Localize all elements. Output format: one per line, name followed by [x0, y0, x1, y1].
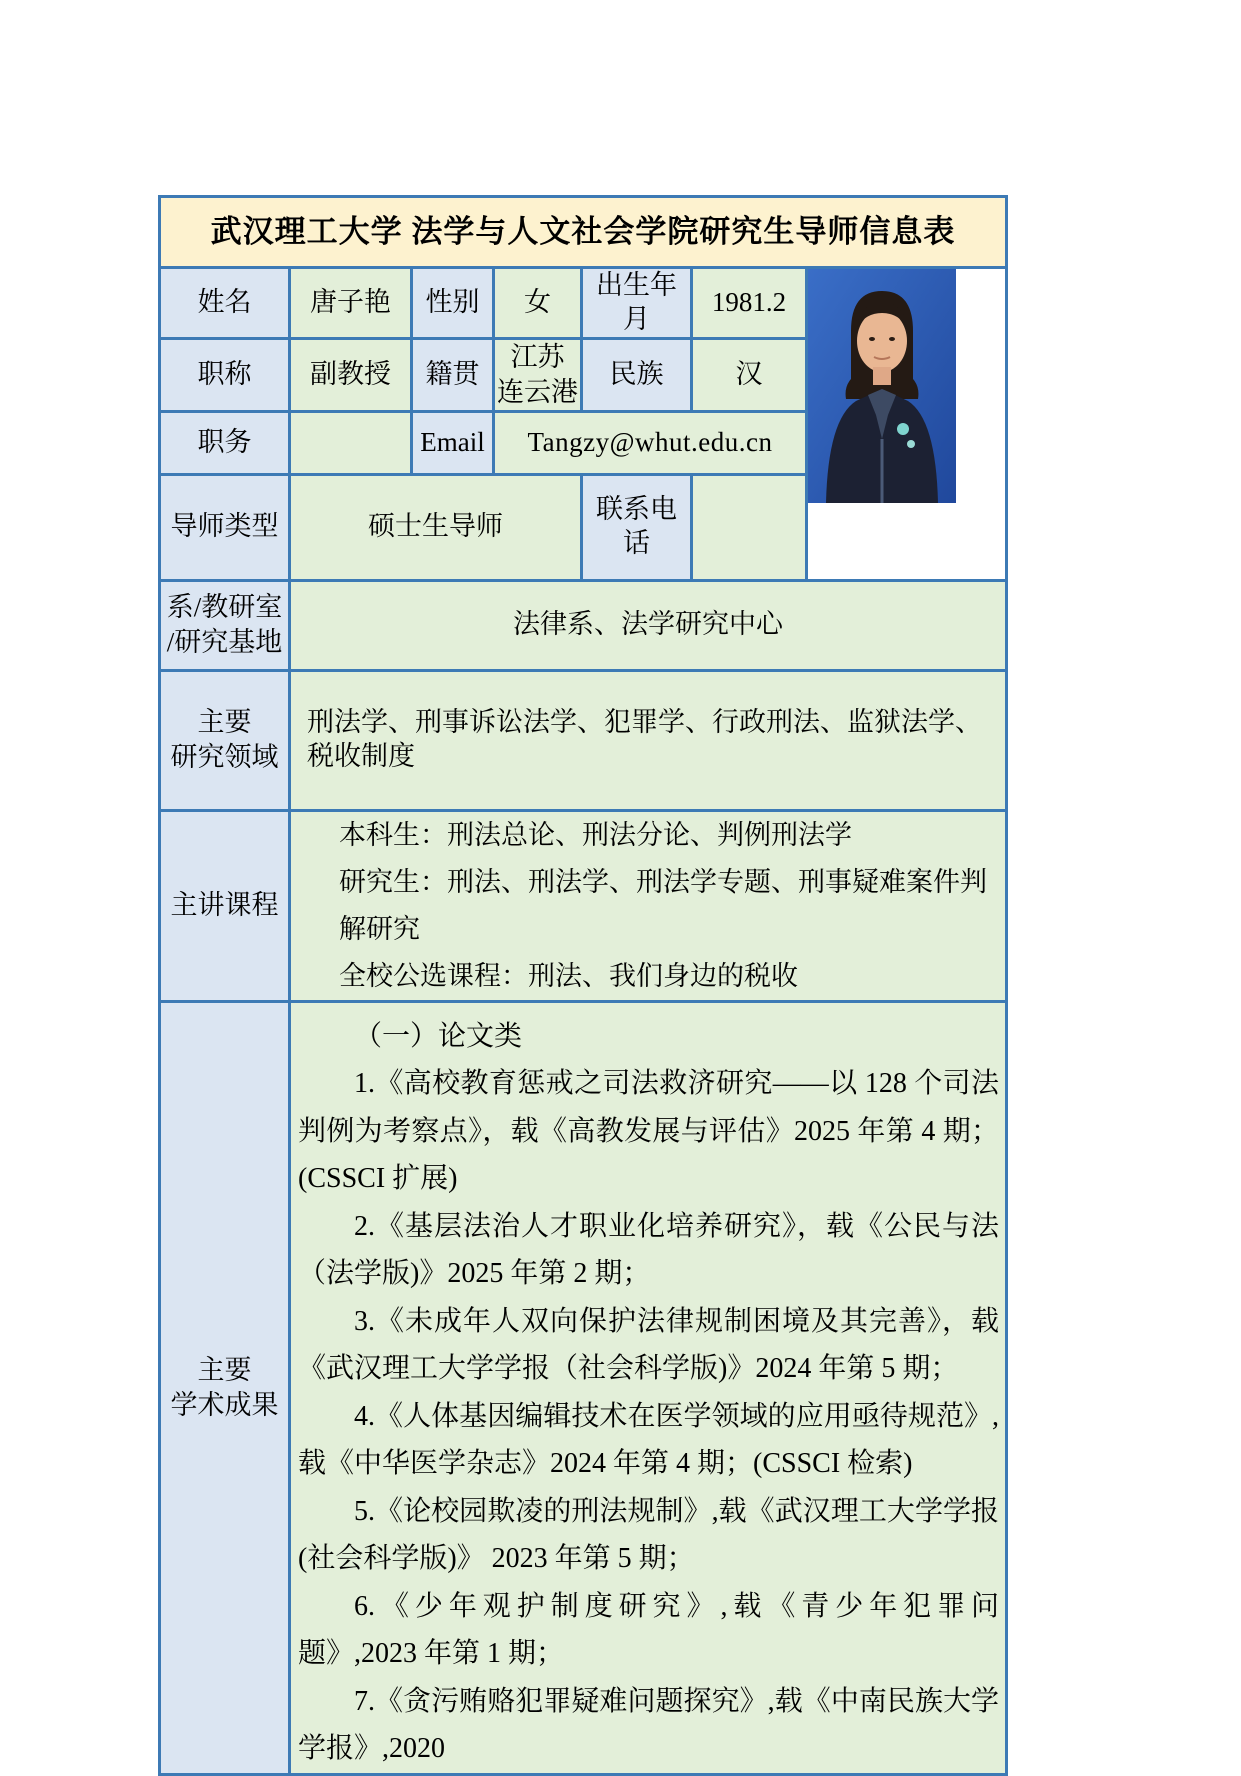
research-areas-label-line1: 主要: [197, 707, 252, 738]
name-label: 姓名: [160, 268, 290, 339]
department-label-line2: /研究基地: [166, 627, 283, 658]
department-value: 法律系、法学研究中心: [290, 580, 1007, 670]
phone-label: 联系电话: [582, 474, 692, 580]
face: [857, 310, 907, 372]
publication-item: 7.《贪污贿赂犯罪疑难问题探究》,载《中南民族大学学报》,2020: [298, 1685, 1000, 1765]
publication-item: 4.《人体基因编辑技术在医学领域的应用亟待规范》,载《中华医学杂志》2024 年第 4 期；(CSSCI 检索): [298, 1400, 1000, 1480]
birth-value: 1981.2: [692, 268, 807, 339]
position-value: [290, 411, 412, 474]
email-label: Email: [412, 411, 494, 474]
department-label: [160, 580, 290, 670]
publication-item: 6.《少年观护制度研究》,载《青少年犯罪问题》,2023 年第 1 期；: [298, 1590, 1000, 1670]
courses-value: [290, 810, 1007, 1001]
publications-section-title: （一）论文类: [354, 1020, 523, 1052]
research-areas-label: [160, 670, 290, 810]
hometown-line1: 江苏: [510, 341, 565, 372]
courses-line-graduate: 研究生：刑法、刑法学、刑法学专题、刑事疑难案件判解研究: [339, 866, 987, 944]
scarf-accent: [897, 423, 909, 435]
neck: [873, 367, 891, 385]
courses-line-undergrad: 本科生：刑法总论、刑法分论、判例刑法学: [339, 819, 852, 850]
courses-label: 主讲课程: [160, 810, 290, 1001]
hometown-value: [494, 338, 582, 411]
name-value: 唐子艳: [290, 268, 412, 339]
research-areas-value: 刑法学、刑事诉讼法学、犯罪学、行政刑法、监狱法学、税收制度: [290, 670, 1007, 810]
advisor-info-table: [158, 195, 1008, 1776]
phone-value: [692, 474, 807, 580]
advisor-type-value: 硕士生导师: [290, 474, 582, 580]
email-value: Tangzy@whut.edu.cn: [494, 411, 807, 474]
department-label-line1: 系/教研室: [166, 592, 283, 623]
courses-line-public: 全校公选课程：刑法、我们身边的税收: [339, 960, 798, 991]
gender-label: 性别: [412, 268, 494, 339]
photo-cell: [807, 268, 1007, 581]
publication-item: 5.《论校园欺凌的刑法规制》,载《武汉理工大学学报(社会科学版)》 2023 年第 5 期；: [298, 1495, 1000, 1575]
achievements-value: [290, 1001, 1007, 1774]
achievements-label: [160, 1001, 290, 1774]
gender-value: 女: [494, 268, 582, 339]
hometown-line2: 连云港: [497, 376, 578, 407]
prof-title-value: 副教授: [290, 338, 412, 411]
position-label: 职务: [160, 411, 290, 474]
achievements-label-line2: 学术成果: [170, 1389, 279, 1420]
advisor-photo: [808, 269, 956, 503]
ethnicity-value: 汉: [692, 338, 807, 411]
scarf-accent: [907, 440, 915, 448]
prof-title-label: 职称: [160, 338, 290, 411]
research-areas-label-line2: 研究领域: [170, 742, 279, 773]
advisor-info-sheet: [158, 195, 1008, 1776]
page-title: 武汉理工大学 法学与人文社会学院研究生导师信息表: [160, 197, 1007, 268]
ethnicity-label: 民族: [582, 338, 692, 411]
birth-label: 出生年月: [582, 268, 692, 339]
publication-item: 3.《未成年人双向保护法律规制困境及其完善》，载《武汉理工大学学报（社会科学版)》2024 年第 5 期；: [298, 1305, 1000, 1385]
publication-item: 1.《高校教育惩戒之司法救济研究——以 128 个司法判例为考察点》，载《高教发展与评估》2025 年第 4 期；(CSSCI 扩展): [298, 1068, 1000, 1195]
publication-item: 2.《基层法治人才职业化培养研究》，载《公民与法（法学版)》2025 年第 2 期；: [298, 1210, 1000, 1290]
advisor-type-label: 导师类型: [160, 474, 290, 580]
hometown-label: 籍贯: [412, 338, 494, 411]
achievements-label-line1: 主要: [197, 1354, 252, 1385]
